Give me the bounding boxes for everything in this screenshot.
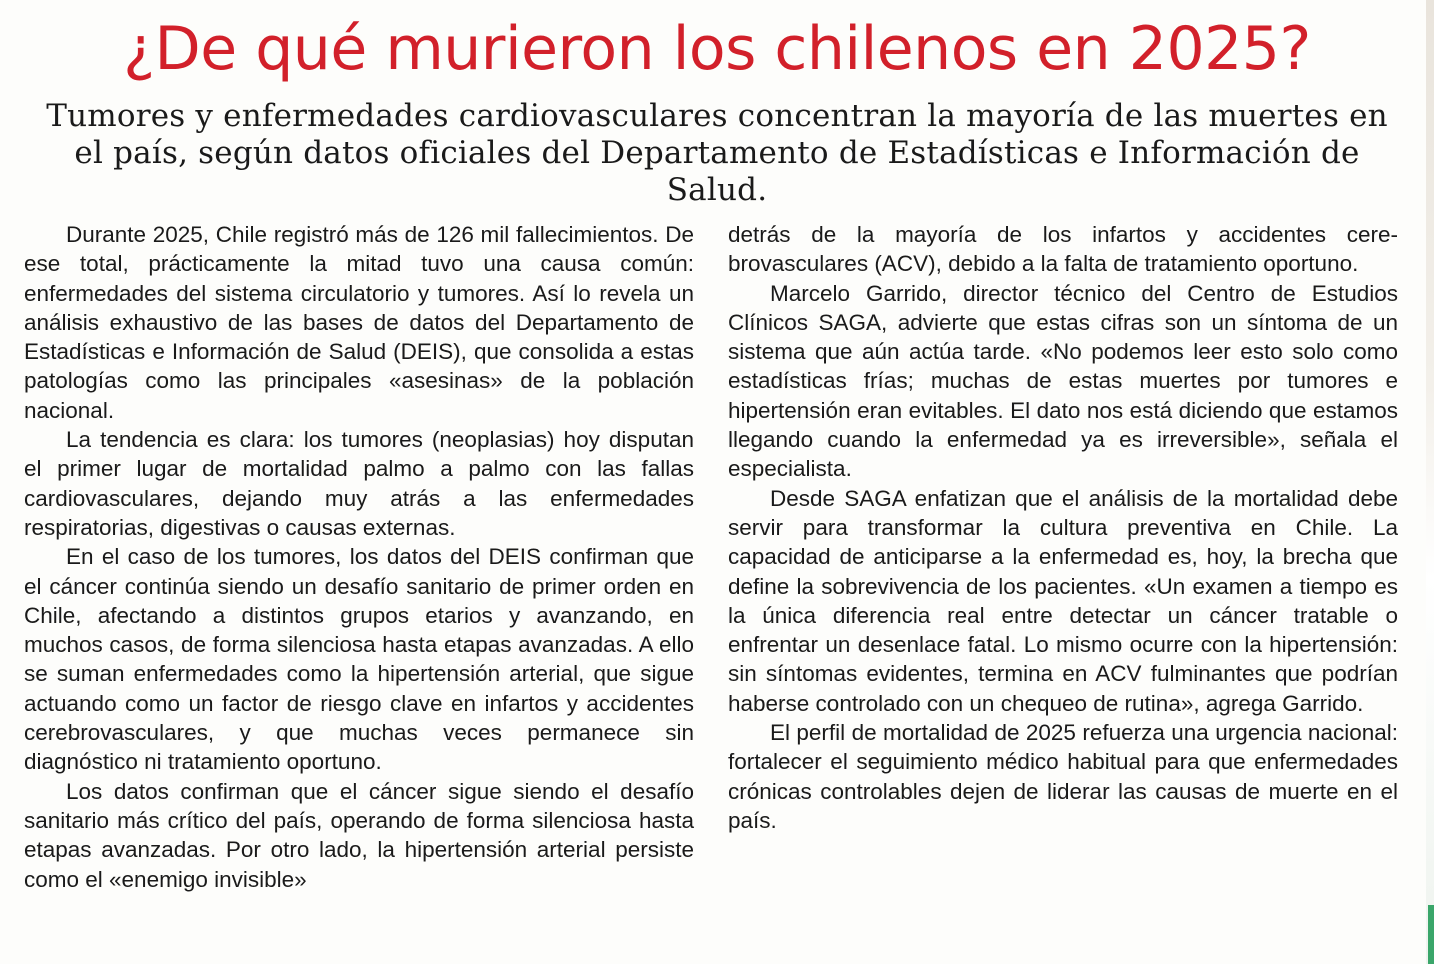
paragraph: Marcelo Garrido, director técnico del Centro de Estudios Clínicos SAGA, advierte que estas cifras son un síntoma de un sistema que aún actúa tarde. «No podemos leer esto solo como estadísticas frías; muchas de estas muertes por tumores e hipertensión eran evitables. El dato nos está diciendo que estamos llegando cuando la enfermedad ya es irreversible», señala el especialista. [728, 280, 1398, 482]
paragraph: La tendencia es clara: los tumores (neoplasias) hoy disputan el primer lugar de mortalidad palmo a palmo con las fallas cardiovasculares, dejando muy atrás a las enfermedades respiratorias, digestivas o causas externas. [24, 427, 694, 540]
paragraph: En el caso de los tumores, los datos del DEIS confirman que el cáncer continúa siendo un desafío sanitario de primer orden en Chile, afectando a distintos grupos etarios y avanzando, en muchos casos, de forma silenciosa hasta etapas avanzadas. A ello se suman enfermedades como la hipertensión arterial, que sigue actuando como un factor de riesgo clave en infartos y accidentes cerebrovasculares, y que muchas veces permanece sin diagnóstico ni tratamiento oportuno. [24, 544, 694, 775]
article-column-2 [728, 220, 1398, 835]
article-column-1 [24, 220, 694, 894]
article-headline: ¿De qué murieron los chilenos en 2025? [123, 14, 1311, 84]
paragraph: Durante 2025, Chile registró más de 126 mil fallecimientos. De ese total, prácticamente la mitad tuvo una causa común: enfermedades del sistema circulatorio y tumores. Así lo revela un análisis exhaustivo de las bases de datos del Departamento de Estadísticas e Información de Salud (DEIS), que consolida a estas patologías como las principales «asesinas» de la población nacional. [24, 222, 694, 423]
paragraph: Desde SAGA enfatizan que el análisis de la mortalidad debe servir para transformar la cultura preventiva en Chile. La capacidad de anticiparse a la enfermedad es, hoy, la brecha que define la sobrevivencia de los pacientes. «Un examen a tiempo es la única diferencia real entre detectar un cáncer tratable o enfrentar un desenlace fatal. Lo mismo ocurre con la hipertensión: sin síntomas evidentes, termina en ACV fulminantes que podrían haberse controlado con un chequeo de rutina», agrega Garrido. [728, 485, 1398, 716]
paragraph-continued: detrás de la mayoría de los infartos y accidentes cerebrovasculares (ACV), debido a la falta de tratamiento oportuno. [728, 222, 1398, 277]
paragraph: El perfil de mortalidad de 2025 refuerza una urgencia nacional: fortalecer el seguimiento médico habitual para que enfermedades crónicas controlables dejen de liderar las causas de muerte en el país. [728, 720, 1398, 833]
paragraph: Los datos confirman que el cáncer sigue siendo el desafío sanitario más crítico del país, operando de forma silenciosa hasta etapas avanzadas. Por otro lado, la hipertensión arterial persiste como el «enemigo invisible» [24, 778, 694, 892]
article-subheadline: Tumores y enfermedades cardiovasculares concentran la mayoría de las muertes en el país, según datos oficiales del Departamento de Estadísticas e Información de Salud. [46, 98, 1388, 208]
page-edge-mark [1428, 905, 1434, 964]
page-edge-strip [1426, 0, 1434, 964]
